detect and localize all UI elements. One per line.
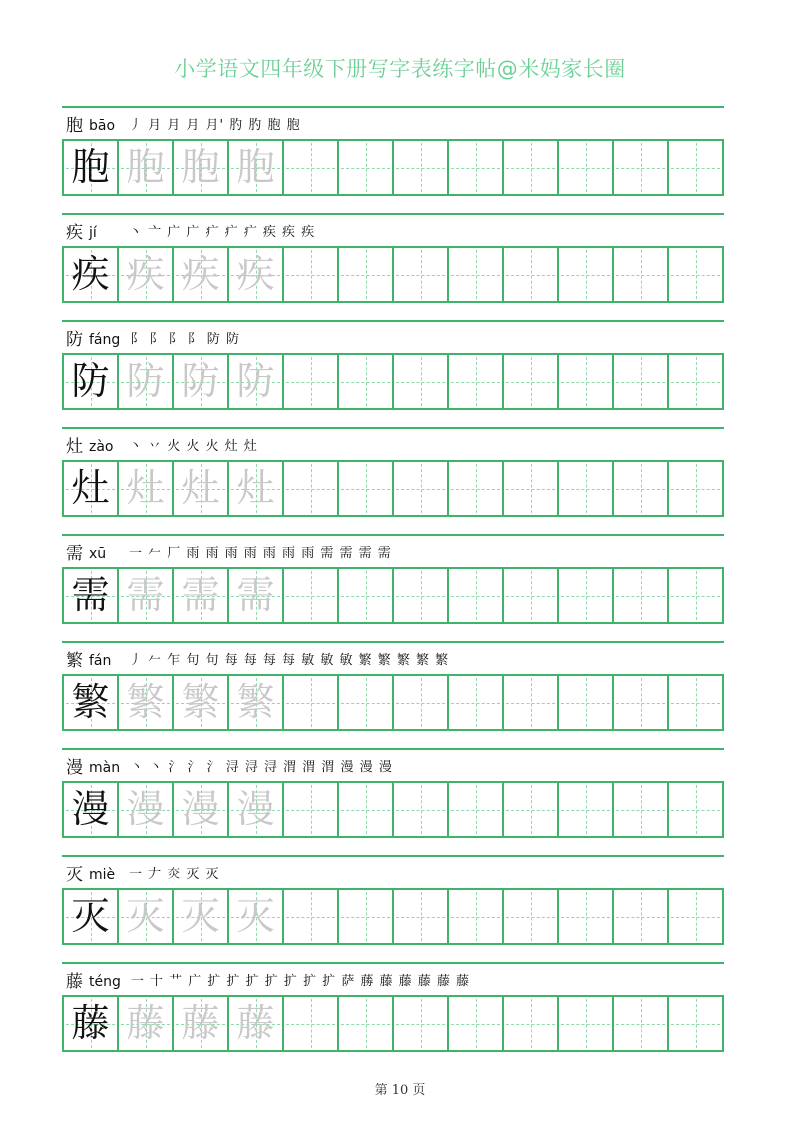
blank-cell[interactable] (557, 674, 614, 731)
entry-header (66, 221, 315, 245)
guide-line (421, 357, 422, 406)
trace-character: 防 (181, 359, 220, 403)
blank-cell[interactable] (392, 460, 449, 517)
trace-character: 需 (181, 573, 220, 617)
stroke-order: ⻖ 阝 阝 阝 防 防 (130, 332, 240, 347)
pinyin: zào (89, 439, 114, 455)
guide-line (586, 357, 587, 406)
blank-cell[interactable] (667, 246, 724, 303)
trace-cell (117, 460, 174, 517)
practice-entry (62, 855, 724, 962)
blank-cell[interactable] (612, 567, 669, 624)
trace-character: 灶 (126, 466, 165, 510)
guide-line (641, 678, 642, 727)
pinyin: fáng (89, 332, 121, 348)
trace-character: 繁 (126, 680, 165, 724)
guide-line (311, 464, 312, 513)
model-character: 灭 (71, 894, 110, 938)
writing-grid (62, 460, 724, 517)
trace-cell (117, 246, 174, 303)
writing-grid (62, 995, 724, 1052)
trace-cell (227, 888, 284, 945)
guide-line (531, 571, 532, 620)
guide-line (311, 571, 312, 620)
guide-line (476, 571, 477, 620)
entry-header (66, 756, 393, 780)
guide-line (366, 464, 367, 513)
pinyin: fán (89, 653, 112, 669)
stroke-order: 一 十 艹 广 扩 扩 扩 扩 扩 扩 扩 萨 蕂 藤 藤 藤 藤 藤 (130, 974, 471, 989)
entry-header (66, 114, 301, 138)
blank-cell[interactable] (612, 139, 669, 196)
guide-line (696, 250, 697, 299)
blank-cell[interactable] (447, 246, 504, 303)
blank-cell[interactable] (392, 995, 449, 1052)
blank-cell[interactable] (447, 567, 504, 624)
guide-line (641, 999, 642, 1048)
blank-cell[interactable] (447, 139, 504, 196)
guide-line (311, 892, 312, 941)
blank-cell[interactable] (337, 674, 394, 731)
trace-character: 漫 (126, 787, 165, 831)
stroke-order: 丿 𠂉 乍 句 句 每 每 每 每 敏 敏 敏 繁 繁 繁 繁 繁 (129, 653, 450, 668)
blank-cell[interactable] (337, 781, 394, 838)
blank-cell[interactable] (502, 674, 559, 731)
trace-cell (172, 674, 229, 731)
guide-line (641, 892, 642, 941)
blank-cell[interactable] (667, 781, 724, 838)
guide-line (696, 999, 697, 1048)
blank-cell[interactable] (612, 674, 669, 731)
blank-cell[interactable] (612, 888, 669, 945)
page-number: 第 10 页 (374, 1083, 426, 1098)
pinyin: jí (89, 225, 97, 241)
blank-cell[interactable] (392, 353, 449, 410)
blank-cell[interactable] (667, 888, 724, 945)
blank-cell[interactable] (337, 888, 394, 945)
blank-cell[interactable] (667, 567, 724, 624)
guide-line (421, 892, 422, 941)
header-character: 疾 (66, 223, 83, 243)
writing-grid (62, 246, 724, 303)
model-character: 藤 (71, 1001, 110, 1045)
divider-line (62, 213, 724, 215)
guide-line (476, 464, 477, 513)
trace-cell (172, 246, 229, 303)
trace-character: 疾 (236, 252, 275, 296)
blank-cell[interactable] (337, 353, 394, 410)
writing-grid (62, 353, 724, 410)
blank-cell[interactable] (502, 353, 559, 410)
guide-line (366, 892, 367, 941)
header-character: 漫 (66, 758, 83, 778)
guide-line (586, 250, 587, 299)
trace-cell (117, 995, 174, 1052)
guide-line (531, 999, 532, 1048)
model-cell (62, 353, 119, 410)
blank-cell[interactable] (557, 995, 614, 1052)
guide-line (696, 571, 697, 620)
guide-line (476, 250, 477, 299)
blank-cell[interactable] (557, 781, 614, 838)
divider-line (62, 320, 724, 322)
pinyin: téng (89, 974, 121, 990)
model-character: 漫 (71, 787, 110, 831)
model-character: 繁 (71, 680, 110, 724)
blank-cell[interactable] (557, 888, 614, 945)
trace-cell (172, 888, 229, 945)
trace-character: 灭 (236, 894, 275, 938)
stroke-order: 丶 丷 火 火 火 灶 灶 (129, 439, 258, 454)
pinyin: màn (89, 760, 121, 776)
guide-line (421, 678, 422, 727)
model-character: 防 (71, 359, 110, 403)
trace-character: 胞 (181, 145, 220, 189)
trace-character: 灭 (181, 894, 220, 938)
trace-character: 藤 (181, 1001, 220, 1045)
divider-line (62, 106, 724, 108)
header-character: 繁 (66, 651, 83, 671)
pinyin: bāo (89, 118, 116, 134)
entry-header (66, 970, 470, 994)
page-title: 小学语文四年级下册写字表练字帖@米妈家长圈 (174, 57, 626, 81)
practice-entry (62, 962, 724, 1069)
guide-line (696, 143, 697, 192)
blank-cell[interactable] (337, 995, 394, 1052)
blank-cell[interactable] (667, 460, 724, 517)
blank-cell[interactable] (337, 246, 394, 303)
blank-cell[interactable] (502, 995, 559, 1052)
trace-character: 防 (236, 359, 275, 403)
divider-line (62, 962, 724, 964)
blank-cell[interactable] (502, 246, 559, 303)
blank-cell[interactable] (337, 567, 394, 624)
practice-entry (62, 748, 724, 855)
guide-line (421, 571, 422, 620)
guide-line (531, 464, 532, 513)
guide-line (311, 678, 312, 727)
blank-cell[interactable] (447, 888, 504, 945)
guide-line (421, 999, 422, 1048)
guide-line (366, 571, 367, 620)
blank-cell[interactable] (392, 781, 449, 838)
header-character: 灶 (66, 437, 83, 457)
guide-line (366, 678, 367, 727)
trace-cell (227, 353, 284, 410)
guide-line (366, 999, 367, 1048)
trace-cell (117, 674, 174, 731)
blank-cell[interactable] (612, 460, 669, 517)
stroke-order: 一 𠂉 厂 雨 雨 雨 雨 雨 雨 雨 需 需 需 需 (129, 546, 392, 561)
stroke-order: 一 𠂇 𤆍 灭 灭 (129, 867, 220, 882)
divider-line (62, 748, 724, 750)
header-character: 胞 (66, 116, 83, 136)
guide-line (586, 571, 587, 620)
stroke-order: 丿 月 月 月 月' 肑 肑 胞 胞 (129, 118, 301, 133)
blank-cell[interactable] (392, 139, 449, 196)
model-cell (62, 674, 119, 731)
blank-cell[interactable] (557, 139, 614, 196)
guide-line (531, 250, 532, 299)
blank-cell[interactable] (447, 674, 504, 731)
practice-entry (62, 427, 724, 534)
guide-line (641, 464, 642, 513)
blank-cell[interactable] (502, 781, 559, 838)
writing-grid (62, 781, 724, 838)
guide-line (311, 999, 312, 1048)
divider-line (62, 427, 724, 429)
blank-cell[interactable] (282, 353, 339, 410)
blank-cell[interactable] (282, 674, 339, 731)
trace-character: 藤 (126, 1001, 165, 1045)
blank-cell[interactable] (667, 353, 724, 410)
guide-line (586, 999, 587, 1048)
guide-line (696, 464, 697, 513)
entry-header (66, 328, 240, 352)
writing-grid (62, 139, 724, 196)
guide-line (531, 357, 532, 406)
trace-cell (117, 781, 174, 838)
blank-cell[interactable] (282, 995, 339, 1052)
model-cell (62, 567, 119, 624)
stroke-order: 丶 丶 氵 氵 氵 浔 浔 浔 渭 渭 渭 漫 漫 漫 (130, 760, 393, 775)
guide-line (696, 678, 697, 727)
blank-cell[interactable] (557, 246, 614, 303)
trace-character: 繁 (236, 680, 275, 724)
guide-line (311, 357, 312, 406)
blank-cell[interactable] (392, 888, 449, 945)
guide-line (311, 250, 312, 299)
trace-cell (227, 781, 284, 838)
guide-line (531, 785, 532, 834)
blank-cell[interactable] (557, 353, 614, 410)
trace-character: 漫 (181, 787, 220, 831)
practice-entry (62, 213, 724, 320)
guide-line (586, 678, 587, 727)
blank-cell[interactable] (447, 353, 504, 410)
trace-character: 胞 (126, 145, 165, 189)
model-cell (62, 995, 119, 1052)
trace-cell (227, 567, 284, 624)
entry-header (66, 435, 258, 459)
guide-line (531, 892, 532, 941)
trace-character: 灶 (181, 466, 220, 510)
guide-line (476, 785, 477, 834)
guide-line (586, 892, 587, 941)
guide-line (366, 785, 367, 834)
guide-line (366, 143, 367, 192)
trace-character: 疾 (126, 252, 165, 296)
blank-cell[interactable] (502, 460, 559, 517)
header-character: 藤 (66, 972, 83, 992)
divider-line (62, 641, 724, 643)
header-character: 防 (66, 330, 83, 350)
blank-cell[interactable] (282, 567, 339, 624)
blank-cell[interactable] (447, 995, 504, 1052)
guide-line (311, 143, 312, 192)
trace-character: 灭 (126, 894, 165, 938)
trace-character: 灶 (236, 466, 275, 510)
header-character: 灭 (66, 865, 83, 885)
practice-entry (62, 320, 724, 427)
guide-line (641, 250, 642, 299)
blank-cell[interactable] (612, 781, 669, 838)
trace-character: 胞 (236, 145, 275, 189)
guide-line (421, 464, 422, 513)
blank-cell[interactable] (282, 460, 339, 517)
trace-cell (227, 460, 284, 517)
practice-entry (62, 641, 724, 748)
blank-cell[interactable] (447, 460, 504, 517)
guide-line (641, 785, 642, 834)
model-cell (62, 781, 119, 838)
writing-grid (62, 567, 724, 624)
guide-line (641, 143, 642, 192)
divider-line (62, 855, 724, 857)
practice-entry (62, 534, 724, 641)
trace-character: 繁 (181, 680, 220, 724)
model-cell (62, 888, 119, 945)
guide-line (421, 143, 422, 192)
trace-cell (227, 139, 284, 196)
guide-line (641, 357, 642, 406)
model-cell (62, 139, 119, 196)
blank-cell[interactable] (667, 139, 724, 196)
guide-line (586, 785, 587, 834)
guide-line (476, 357, 477, 406)
trace-character: 需 (236, 573, 275, 617)
trace-cell (117, 353, 174, 410)
guide-line (641, 571, 642, 620)
guide-line (366, 250, 367, 299)
trace-character: 漫 (236, 787, 275, 831)
trace-character: 藤 (236, 1001, 275, 1045)
trace-cell (172, 995, 229, 1052)
trace-cell (117, 139, 174, 196)
blank-cell[interactable] (282, 781, 339, 838)
blank-cell[interactable] (502, 139, 559, 196)
blank-cell[interactable] (612, 995, 669, 1052)
trace-cell (172, 353, 229, 410)
divider-line (62, 534, 724, 536)
model-character: 疾 (71, 252, 110, 296)
trace-cell (117, 888, 174, 945)
guide-line (586, 143, 587, 192)
trace-cell (172, 567, 229, 624)
trace-character: 防 (126, 359, 165, 403)
model-cell (62, 460, 119, 517)
blank-cell[interactable] (392, 246, 449, 303)
blank-cell[interactable] (337, 460, 394, 517)
blank-cell[interactable] (392, 567, 449, 624)
trace-cell (227, 995, 284, 1052)
blank-cell[interactable] (557, 460, 614, 517)
entry-header (66, 542, 392, 566)
guide-line (696, 892, 697, 941)
guide-line (476, 678, 477, 727)
writing-grid (62, 674, 724, 731)
entry-header (66, 863, 220, 887)
guide-line (696, 785, 697, 834)
blank-cell[interactable] (667, 995, 724, 1052)
model-character: 灶 (71, 466, 110, 510)
blank-cell[interactable] (502, 567, 559, 624)
pinyin: xū (89, 546, 107, 562)
model-character: 胞 (71, 145, 110, 189)
guide-line (476, 999, 477, 1048)
trace-character: 需 (126, 573, 165, 617)
pinyin: miè (89, 867, 116, 883)
stroke-order: 丶 亠 广 广 疒 疒 疒 疾 疾 疾 (129, 225, 316, 240)
blank-cell[interactable] (612, 353, 669, 410)
guide-line (366, 357, 367, 406)
guide-line (476, 143, 477, 192)
trace-cell (227, 674, 284, 731)
guide-line (476, 892, 477, 941)
trace-cell (117, 567, 174, 624)
writing-grid (62, 888, 724, 945)
blank-cell[interactable] (282, 139, 339, 196)
guide-line (586, 464, 587, 513)
practice-entry (62, 106, 724, 213)
trace-cell (227, 246, 284, 303)
blank-cell[interactable] (392, 674, 449, 731)
trace-cell (172, 781, 229, 838)
blank-cell[interactable] (282, 888, 339, 945)
guide-line (311, 785, 312, 834)
entry-header (66, 649, 449, 673)
guide-line (421, 250, 422, 299)
guide-line (696, 357, 697, 406)
model-character: 需 (71, 573, 110, 617)
blank-cell[interactable] (282, 246, 339, 303)
trace-character: 疾 (181, 252, 220, 296)
header-character: 需 (66, 544, 83, 564)
trace-cell (172, 460, 229, 517)
guide-line (531, 678, 532, 727)
blank-cell[interactable] (667, 674, 724, 731)
blank-cell[interactable] (612, 246, 669, 303)
guide-line (421, 785, 422, 834)
blank-cell[interactable] (447, 781, 504, 838)
blank-cell[interactable] (557, 567, 614, 624)
blank-cell[interactable] (502, 888, 559, 945)
guide-line (531, 143, 532, 192)
model-cell (62, 246, 119, 303)
blank-cell[interactable] (337, 139, 394, 196)
trace-cell (172, 139, 229, 196)
